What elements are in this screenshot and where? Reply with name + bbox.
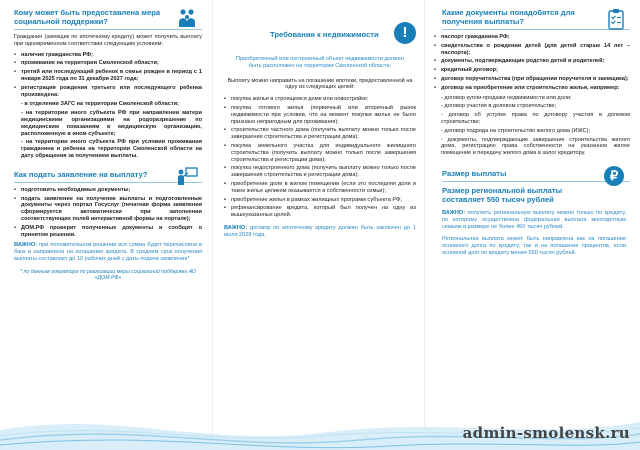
footnote: * по данным оператора по реализации меры социальной поддержки АО «ДОМ.РФ» <box>20 268 196 282</box>
example-item: - договор подряда на строительство жилого дома (ИЖС); <box>441 127 591 134</box>
title-underline <box>442 181 630 182</box>
important-text: договор по ипотечному кредиту должен быть заключен до 1 июля 2028 года. <box>224 224 416 238</box>
list-item: • регистрация рождения третьего или последующего ребенка произведена: <box>14 85 202 99</box>
registration-item: - на территории иного субъекта РФ при условии проживания гражданина и ребенка на территории Смоленской области на дату обращения за получением выплаты. <box>21 139 202 159</box>
important-text: при положительном решении вся сумма будет перечислена в банк и направлена на погашение кредита. В среднем срок получения выплаты составляет до 10 рабочих дней с даты подачи заявления* <box>14 242 202 262</box>
column-documents <box>424 0 640 450</box>
property-title: Требования к недвижимости <box>270 30 379 39</box>
list-item: • паспорт гражданина РФ; <box>434 34 630 41</box>
title-underline <box>14 29 202 30</box>
list-item: • кредитный договор; <box>434 67 630 74</box>
amount-text: Размер региональной выплаты составляет 550 тысяч рублей <box>442 185 563 204</box>
important-note <box>442 210 626 230</box>
list-item: • ДОМ.РФ проверит полученные документы и сообщит о принятом решении. <box>14 225 202 239</box>
amount-section-title: Размер выплаты <box>442 168 507 178</box>
important-label: ВАЖНО: <box>442 209 466 216</box>
exclamation-icon: ! <box>394 22 416 44</box>
list-item: • документы, подтверждающие родство детей и родителей; <box>434 58 630 65</box>
list-item: • покупка жилья в строящемся доме или новостройке; <box>224 96 416 103</box>
example-item: - документы, подтверждающие завершение строительства жилого дома, регистрацию права собственности на указанное жилое помещение и передачу жилого дома в залог кредитору. <box>441 136 630 157</box>
list-item: • свидетельства о рождении детей (для детей старше 14 лет – паспорта); <box>434 43 630 57</box>
eligibility-intro: Гражданин (заемщик по ипотечному кредиту) может получить выплату при одновременном соответствии следующим условиям: <box>14 34 202 47</box>
purposes-intro: Выплату можно направить на погашение ипотеки, предоставленной на одну из следующих целей: <box>227 77 413 91</box>
registration-item: - в отделении ЗАГС на территории Смоленской области; <box>21 101 179 108</box>
documents-list <box>434 34 630 92</box>
important-note <box>224 225 416 239</box>
property-note: Приобретенный или построенный объект недвижимости должен быть расположен на территории Смоленской области. <box>236 56 404 69</box>
documents-title: Какие документы понадобятся для получения выплаты? <box>442 8 575 26</box>
example-item: - договор купли-продажи недвижимости или доли; <box>441 94 572 101</box>
important-text: получить региональную выплату можно только по кредиту, по которому осуществлена федеральная выплата многодетным семьям в размере не более 450 тысяч рублей. <box>442 209 626 230</box>
site-watermark: admin-smolensk.ru <box>462 424 630 442</box>
list-item: • рефинансирование кредита, который был получен на одну из вышеуказанных целей. <box>224 205 416 219</box>
example-item: - договор об уступке права по договору участия в долевом строительстве; <box>441 112 630 125</box>
list-item: • строительство частного дома (получить выплату можно только после завершения строительства и регистрации дома); <box>224 127 416 141</box>
list-item: • проживание на территории Смоленской области; <box>14 60 202 67</box>
list-item: • покупка недостроенного дома (получить выплату можно только после завершения строительства и регистрации дома); <box>224 165 416 179</box>
list-item: • подать заявление на получение выплаты и подготовленные документы через портал Госуслуг (печатная форма заявления сформируется автоматически при заполнении соответствующих полей интерактивной формы на портале); <box>14 196 202 223</box>
checklist-icon <box>606 8 626 30</box>
important-label: ВАЖНО: <box>14 242 38 249</box>
list-item: • приобретение жилья в рамках жилищных программ субъекта РФ; <box>224 197 416 204</box>
regional-payment-note: Региональная выплата может быть направлена как на погашение основного долга по кредиту, так и на погашение процентов, если основной долг по кредиту менее 550 тысяч рублей. <box>442 236 626 256</box>
list-item: • покупка земельного участка для индивидуального жилищного строительства (получить выплату можно только после завершения строительства и регистрации дома); <box>224 143 416 163</box>
title-underline <box>14 182 202 183</box>
registration-item: - на территории иного субъекта РФ при направлении матери медицинскими организациями на родоразрешение по медицинским показаниям в медицинскую организацию, расположенную в ином субъекте; <box>21 110 202 137</box>
property-header <box>224 8 416 56</box>
example-item: - договор участия в долевом строительстве; <box>441 103 557 110</box>
apply-title: Как подать заявление на выплату? <box>14 169 148 179</box>
list-item: • третий или последующий ребенок в семье рожден в период с 1 января 2025 года по 31 декабря 2027 года; <box>14 69 202 83</box>
purposes-list <box>224 96 416 219</box>
title-underline <box>442 29 630 30</box>
important-label: ВАЖНО: <box>224 224 248 231</box>
list-item: • покупка готового жилья (первичный или вторичный рынок недвижимости при условии, что на момент покупки жилье не было признано непригодным для проживания); <box>224 105 416 125</box>
column-property <box>212 0 424 450</box>
list-item: • приобретение доли в жилом помещении (если это последняя доля и такое жилье целиком оказывается в собственности семьи); <box>224 181 416 195</box>
ruble-icon: ₽ <box>604 166 624 186</box>
presentation-icon <box>176 166 198 186</box>
list-item: • договор на приобретение или строительство жилья, например: <box>434 85 630 92</box>
column-eligibility <box>0 0 212 450</box>
important-note <box>14 242 202 262</box>
list-item: • договор поручительства (при обращении поручителя и заемщика); <box>434 76 630 83</box>
list-item: • наличие гражданства РФ; <box>14 52 202 59</box>
list-item: • подготовить необходимые документы; <box>14 187 202 194</box>
steps-list <box>14 187 202 239</box>
eligibility-title: Кому может быть предоставлена мера социальной поддержки? <box>14 8 161 26</box>
conditions-list <box>14 52 202 99</box>
family-icon <box>176 8 198 28</box>
